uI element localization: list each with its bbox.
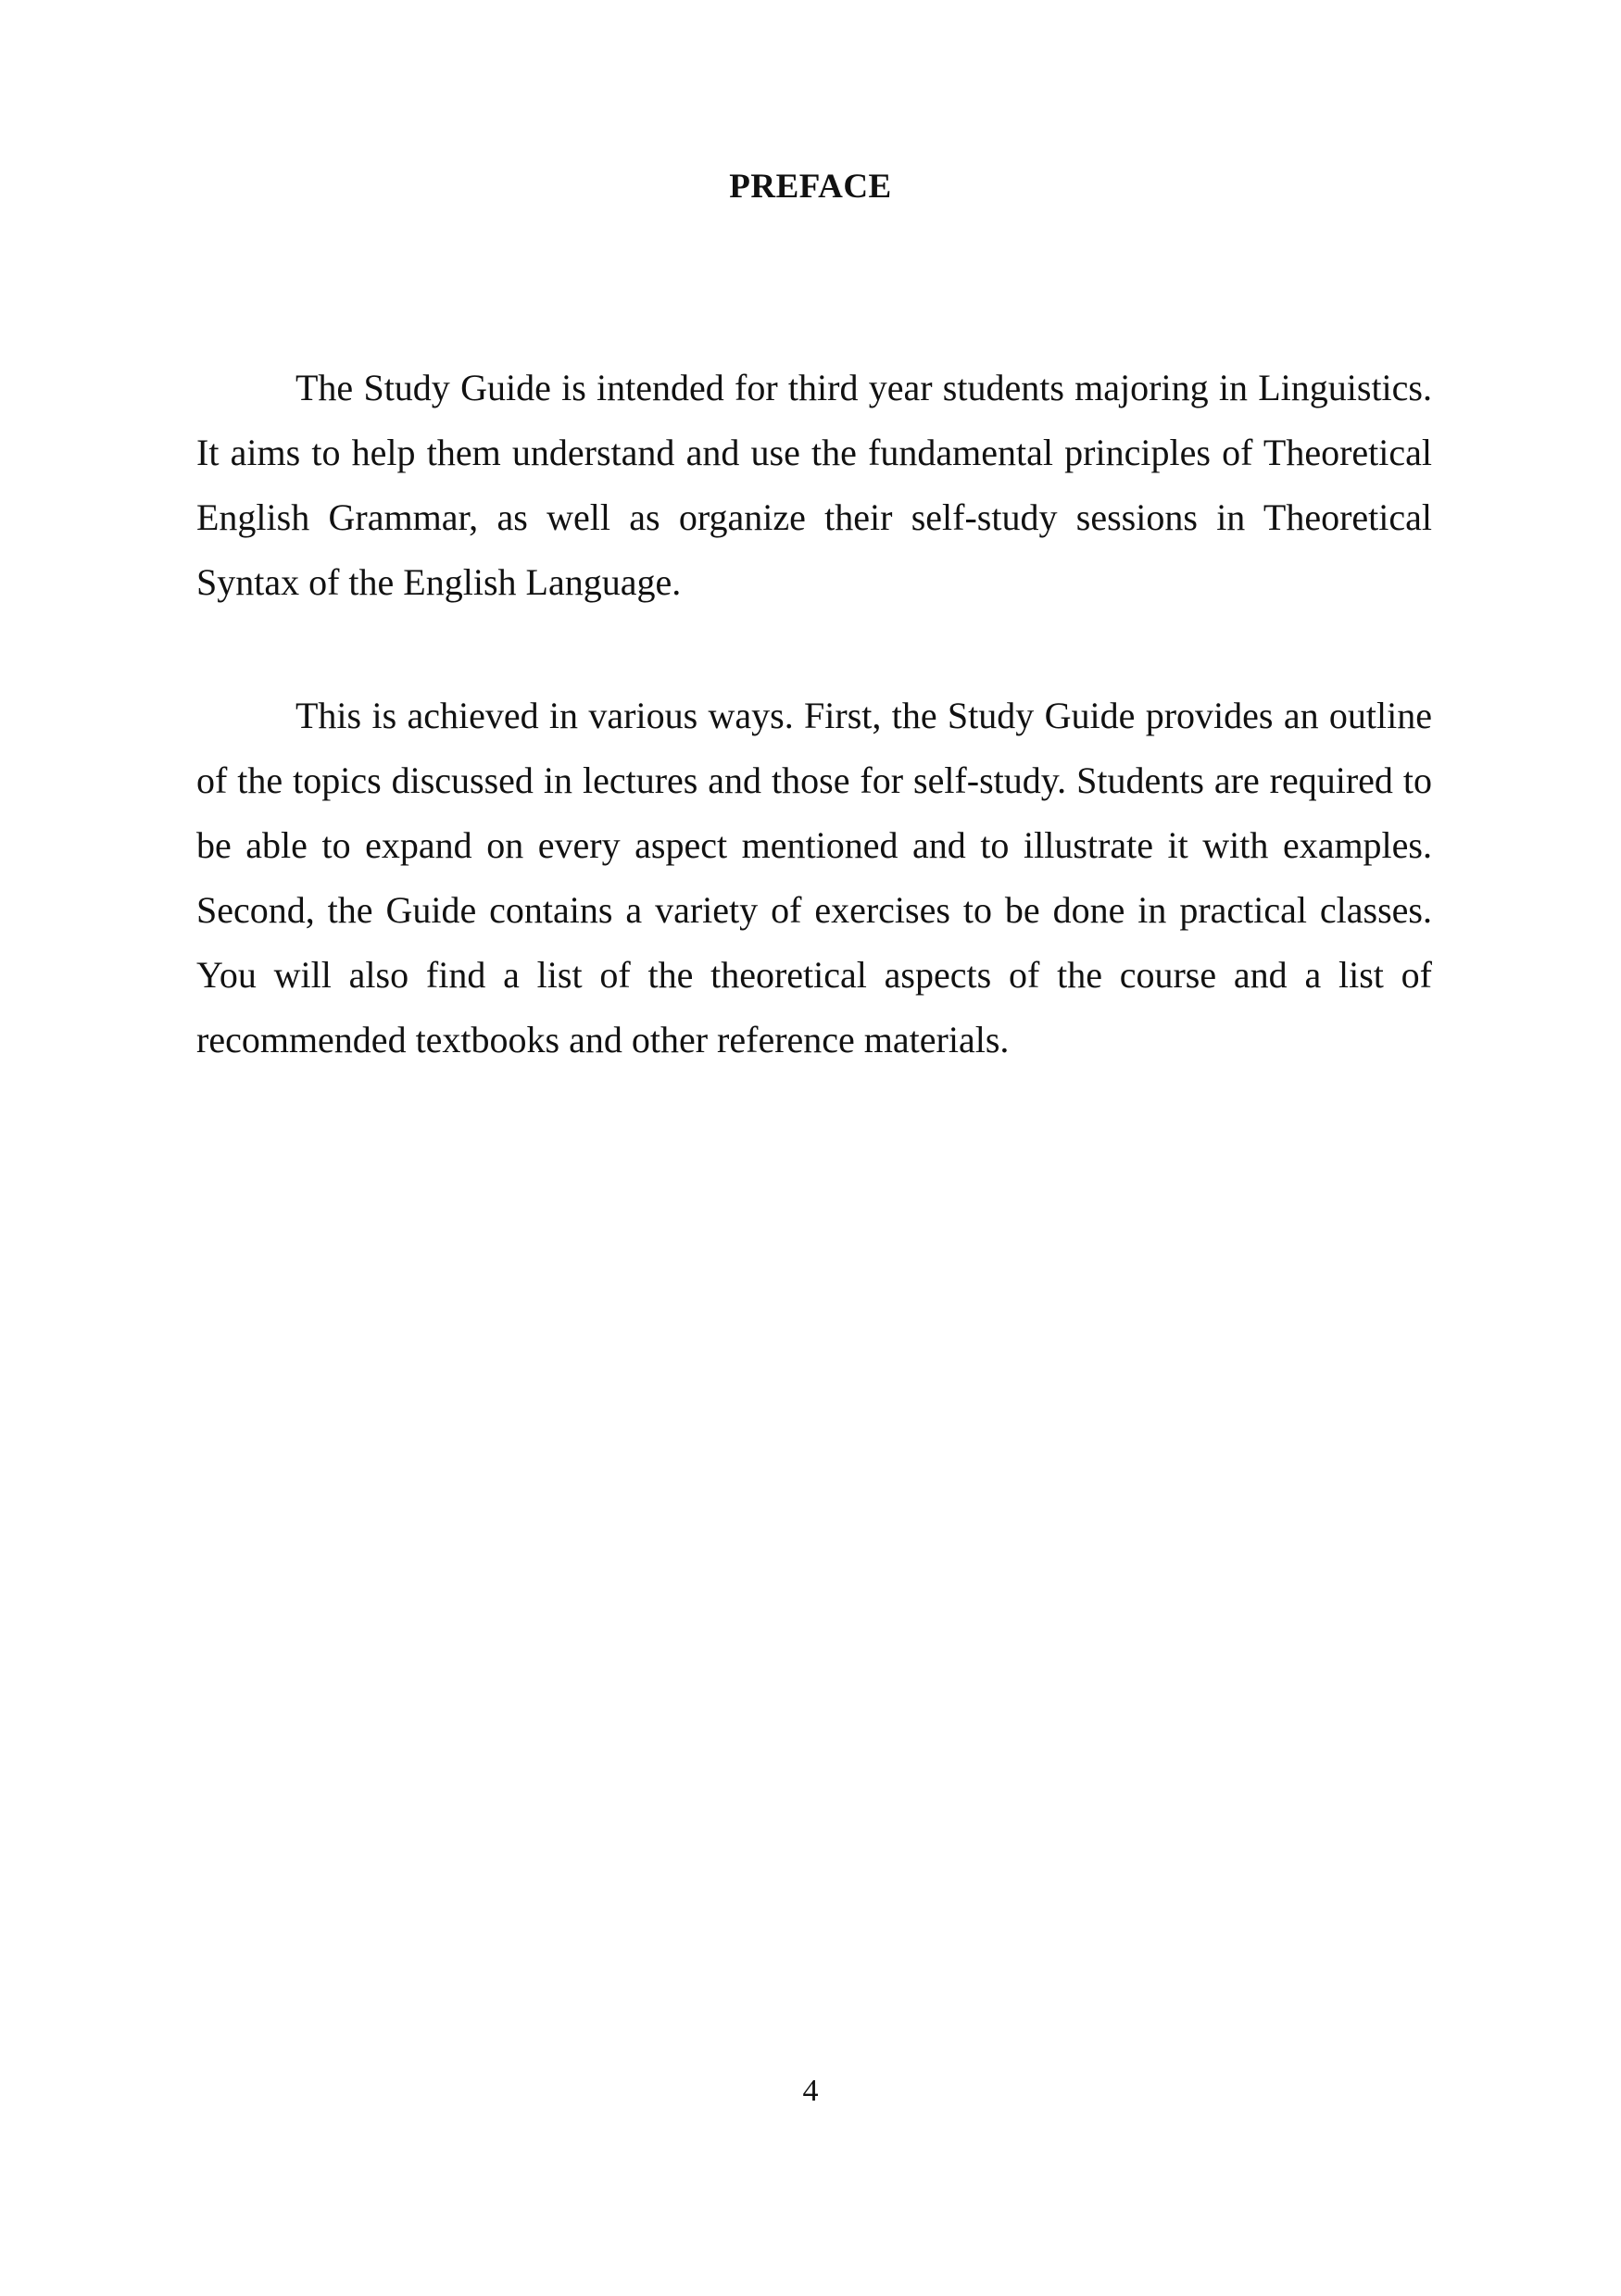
page-title: PREFACE — [729, 168, 892, 206]
page-number: 4 — [802, 2074, 819, 2108]
preface-paragraph-2: This is achieved in various ways. First, the Study Guide provides an outline of the topics discussed in lectures and those for self-study. Students are required to be able to expand on every aspect mentioned and to illustrate it with examples. Second, the Guide contains a variety of exercises to be done in practical classes. You will also find a list of the theoretical aspects of the course and a list of recommended textbooks and other reference materials. — [196, 695, 1432, 1060]
preface-paragraph-1: The Study Guide is intended for third year students majoring in Linguistics. It aims to help them understand and use the fundamental principles of Theoretical English Grammar, as well as organize their self-study sessions in Theoretical Syntax of the English Language. — [196, 367, 1432, 603]
